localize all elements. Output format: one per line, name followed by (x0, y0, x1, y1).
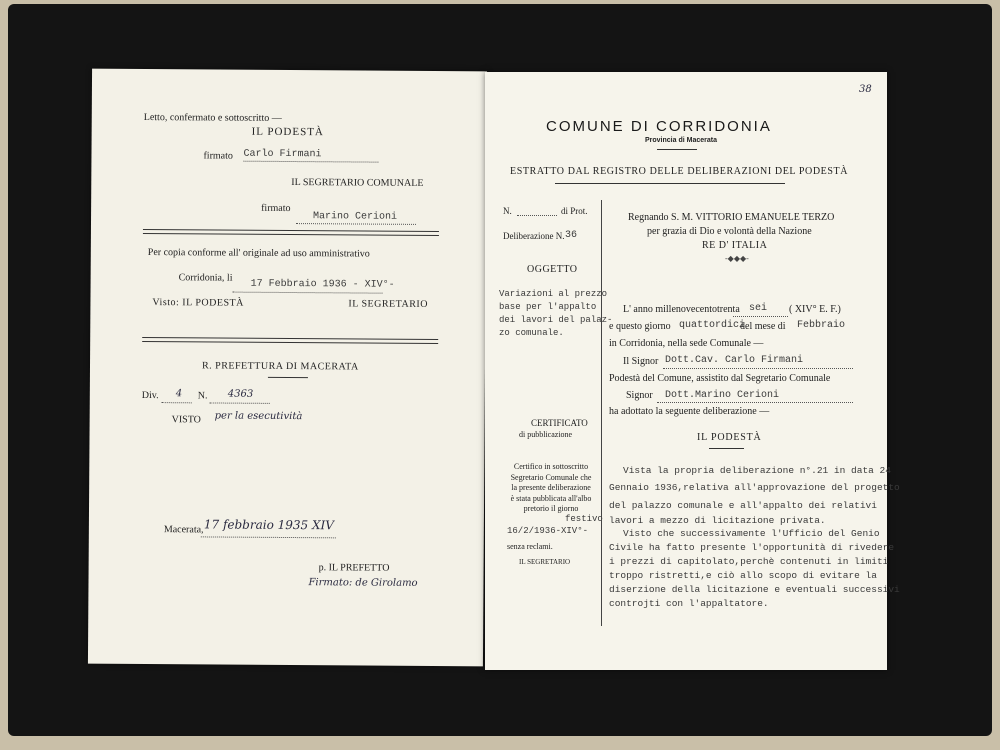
div-label: Div. (141, 389, 159, 402)
copia-text: Per copia conforme all' originale ad uso amministrativo (147, 247, 370, 260)
firmato-name-2: Marino Cerioni (313, 211, 398, 223)
sede-text: in Corridonia, nella sede Comunale — (609, 338, 764, 349)
deliberazione-number: 36 (565, 230, 578, 241)
firmato-handwritten: Firmato: de Girolamo (308, 577, 418, 589)
giorno-value: quattordici (679, 320, 746, 331)
deliberazione-label: Deliberazione N. (503, 231, 565, 241)
n-value: 4363 (227, 388, 254, 400)
divider-1 (143, 229, 439, 236)
signor-label: Il Signor (623, 356, 659, 367)
n-label: N. (197, 390, 208, 402)
body-line: lavori a mezzo di licitazione privata. (609, 515, 826, 527)
firmato-name-1: Carlo Firmani (243, 148, 322, 161)
provincia-text: Provincia di Macerata (645, 137, 717, 144)
right-page (485, 72, 900, 670)
re-d-italia: RE D' ITALIA (702, 240, 768, 251)
body-line: Vista la propria deliberazione n°.21 in data 24 (623, 465, 891, 476)
il-segretario: IL SEGRETARIO (348, 298, 428, 310)
comune-title: COMUNE DI CORRIDONIA (546, 118, 772, 135)
divider-2 (142, 337, 438, 344)
copia-date: 17 Febbraio 1936 - XIV°- (250, 278, 395, 291)
prot-n-label: N. (503, 206, 512, 216)
il-podesta-heading: IL PODESTÀ (697, 432, 762, 443)
visto-label: VISTO (171, 414, 201, 426)
body-line: troppo ristretti,e ciò allo scopo di evitare la (609, 570, 877, 582)
signor-value: Dott.Cav. Carlo Firmani (665, 355, 804, 366)
festivo-text: festivo (565, 514, 603, 524)
deliberazione-body (609, 462, 900, 611)
mese-value: Febbraio (797, 320, 846, 331)
regnando-line: Regnando S. M. VITTORIO EMANUELE TERZO (628, 212, 835, 223)
left-page (88, 69, 487, 667)
signor2-value: Dott.Marino Cerioni (665, 390, 780, 401)
anno-text: L' anno millenovecentotrenta (623, 304, 740, 315)
anno-value: sei (749, 303, 768, 314)
visto-handwritten: per la esecutività (214, 410, 303, 423)
segretario-title: IL SEGRETARIO COMUNALE (291, 177, 424, 189)
podesta-comune-text: Podestà del Comune, assistito dal Segretario Comunale (609, 373, 831, 384)
certificato-text (501, 462, 601, 515)
di-pubblicazione-label: di pubblicazione (519, 430, 573, 439)
cert-line: Certifico in sottoscritto (513, 462, 589, 471)
cert-line: pretorio il giorno (523, 504, 579, 513)
column-divider (601, 200, 602, 626)
body-line: del palazzo comunale e all'appalto dei relativi (609, 499, 877, 511)
div-value: 4 (175, 388, 183, 400)
oggetto-line: base per l'appalto (499, 302, 597, 312)
oggetto-line: Variazioni al prezzo (499, 289, 608, 299)
body-line: Visto che successivamente l'Ufficio del Genio (623, 528, 880, 540)
podesta-title: IL PODESTÀ (251, 125, 324, 139)
prefettura-title: R. PREFETTURA DI MACERATA (201, 360, 359, 373)
cert-line: la presente deliberazione (511, 483, 591, 492)
corridonia-li: Corridonia, li (178, 272, 233, 284)
oggetto-line: dei lavori del palaz- (499, 315, 613, 325)
oggetto-line: zo comunale. (499, 328, 564, 338)
body-line: Gennaio 1936,relativa all'approvazione del progetto (609, 482, 900, 494)
cert-line: Segretario Comunale che (510, 472, 592, 482)
letto-text: Letto, confermato e sottoscritto — (143, 111, 282, 124)
mese-text: del mese di (740, 321, 786, 332)
giorno-text: e questo giorno (609, 321, 671, 332)
regnando-line: per grazia di Dio e volontà della Nazione (647, 226, 812, 237)
ornament: -◆◆◆- (725, 254, 749, 263)
cert-date: 16/2/1936-XIV°- (507, 526, 589, 536)
signor2-label: Signor (626, 390, 653, 401)
macerata-date: 17 febbraio 1935 XIV (203, 517, 335, 533)
cert-segretario: IL SEGRETARIO (519, 558, 571, 566)
oggetto-label: OGGETTO (527, 264, 578, 275)
cert-line: è stata pubblicata all'albo (510, 493, 592, 503)
firmato-label-2: firmato (261, 202, 291, 215)
certificato-label: CERTIFICATO (531, 418, 588, 428)
body-line: i prezzi di capitolato,perchè contenuti in limiti (609, 556, 889, 568)
body-line: diserzione della licitazione e eventuali successivi (609, 584, 900, 596)
page-number: 38 (859, 84, 872, 95)
estratto-title: ESTRATTO DAL REGISTRO DELLE DELIBERAZIONI DEL PODESTÀ (510, 166, 849, 177)
oggetto-text (499, 288, 613, 340)
di-prot-label: di Prot. (561, 206, 588, 216)
visto-podesta: Visto: IL PODESTÀ (152, 297, 244, 309)
firmato-label-1: firmato (203, 150, 233, 162)
macerata-label: Macerata, (163, 524, 204, 536)
body-line: Civile ha fatto presente l'opportunità di rivedere (609, 542, 895, 554)
adottato-text: ha adottato la seguente deliberazione — (609, 406, 770, 417)
era-text: ( XIV° E. F.) (789, 304, 841, 315)
senza-reclami: senza reclami. (507, 542, 553, 551)
body-line: controjti con l'appaltatore. (609, 598, 769, 610)
p-prefetto: p. IL PREFETTO (318, 562, 390, 574)
